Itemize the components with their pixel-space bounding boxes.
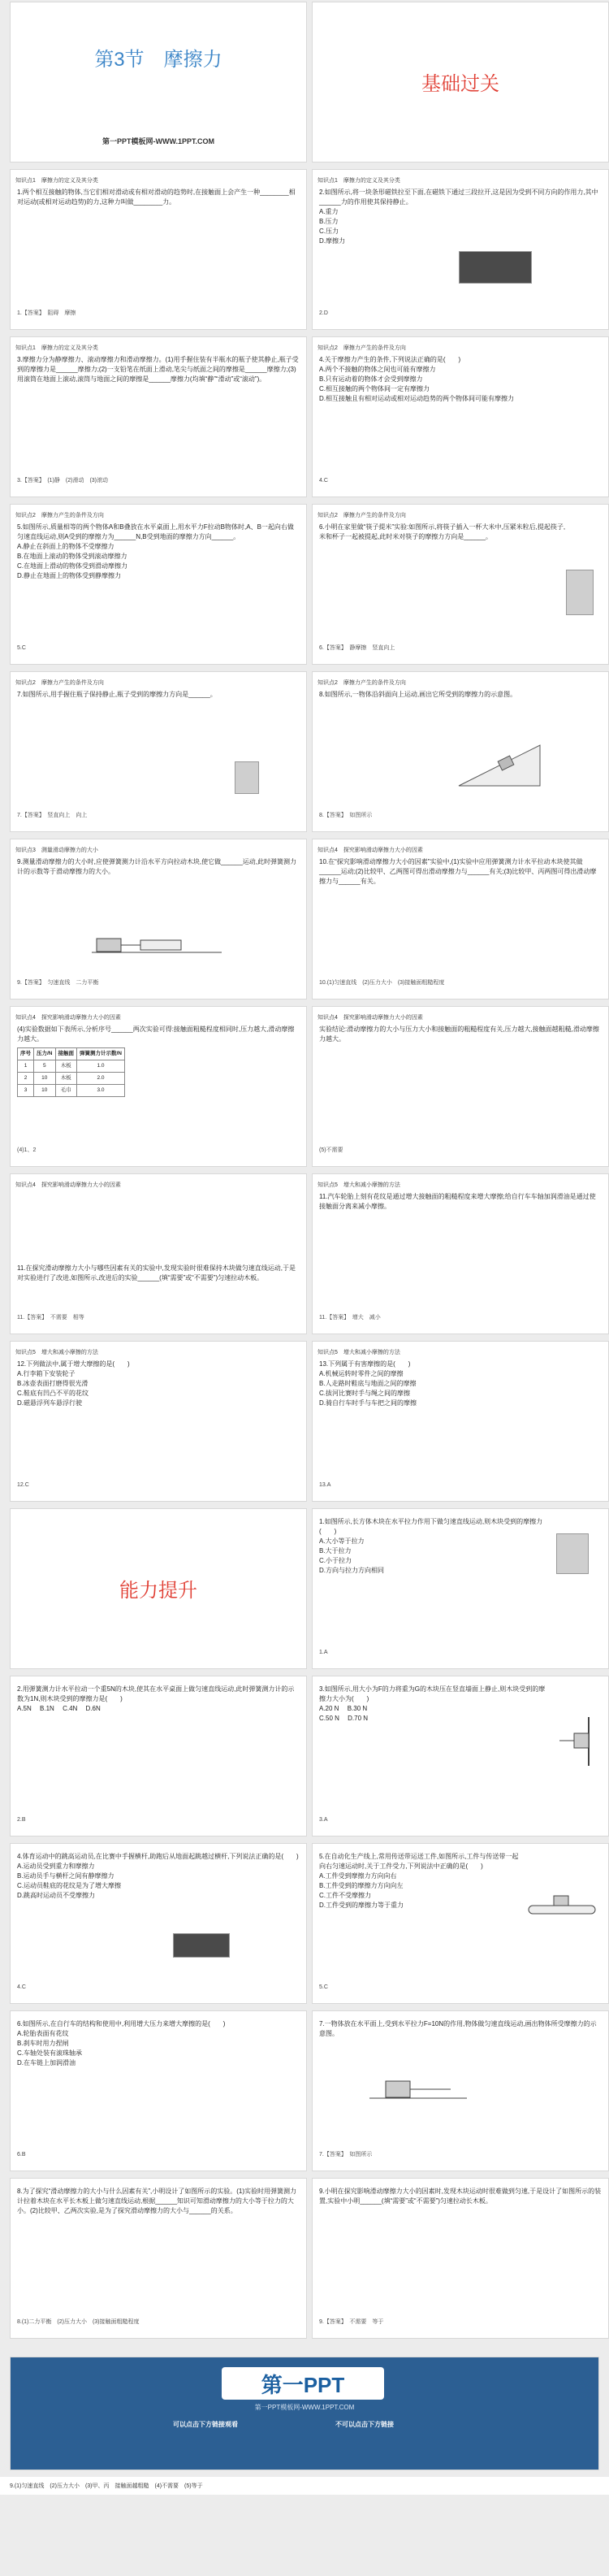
answer-text: 13.A <box>319 1482 331 1488</box>
slide-a7 <box>312 2010 609 2171</box>
table-row <box>18 1073 125 1085</box>
answer-text: 2.B <box>17 1817 26 1823</box>
slide-q10-table <box>10 1006 307 1167</box>
option-a: A.工件受到摩擦力方向向右 <box>319 1872 397 1880</box>
slide-a3 <box>312 1676 609 1837</box>
kp-label: 知识点3 测量滑动摩擦力的大小 <box>15 848 98 853</box>
question-text <box>319 1517 559 1576</box>
cover-subtitle: 第一PPT模板网-WWW.1PPT.COM <box>102 137 214 145</box>
table-header: 序号 <box>18 1048 34 1060</box>
option-c: C.相互接触的两个物体间一定有摩擦力 <box>319 385 430 392</box>
slide-q13 <box>312 1341 609 1502</box>
question-text <box>17 1025 300 1097</box>
knowledge-point-header <box>317 1013 423 1022</box>
question-text <box>319 188 602 246</box>
slide-q11b <box>312 1173 609 1334</box>
table-header: 接触面 <box>55 1048 77 1060</box>
slide-q1 <box>10 169 307 330</box>
incline-figure <box>451 729 548 794</box>
cover-title: 第3节 摩擦力 <box>94 49 222 71</box>
option-c: C.鞋底有凹凸不平的花纹 <box>17 1390 89 1397</box>
question-stem: 12.下列做法中,属于增大摩擦的是( ) <box>17 1360 130 1368</box>
wall-block-figure <box>556 1717 597 1766</box>
slide-a5 <box>312 1843 609 2004</box>
banner-right-heading: 不可以点击下方链接 <box>335 2421 394 2428</box>
kp-label: 知识点1 摩擦力的定义及其分类 <box>317 178 400 184</box>
answer-text: 3.A <box>319 1817 328 1823</box>
kp-label: 知识点5 增大和减小摩擦的方法 <box>317 1182 400 1188</box>
option-d: D.磁悬浮列车悬浮行驶 <box>17 1399 82 1407</box>
question-text: 1.两个相互接触的物体,当它们相对滑动或有相对滑动的趋势时,在接触面上会产生一种________相对运动(或相对运动趋势)的力,这种力叫做________力。 <box>17 189 296 206</box>
ppt-logo[interactable]: 第一PPT <box>222 2367 384 2400</box>
slide-q3 <box>10 336 307 497</box>
question-stem: 4.关于摩擦力产生的条件,下列说法正确的是( ) <box>319 356 461 363</box>
answer-text: (5)不需要 <box>319 1147 343 1153</box>
option-c: C.4N <box>63 1705 78 1712</box>
slide-a2 <box>10 1676 307 1837</box>
option-d: D.相互接触且有相对运动或相对运动趋势的两个物体间可能有摩擦力 <box>319 395 514 402</box>
option-c: C.车轴处装有滚珠轴承 <box>17 2049 82 2057</box>
question-stem: 13.下列属于有害摩擦的是( ) <box>319 1360 411 1368</box>
slide-q10 <box>312 839 609 1000</box>
option-d: D.70 N <box>348 1715 369 1722</box>
question-text <box>319 1852 519 1910</box>
question-stem: 2.如图所示,将一块条形磁铁拉至下面,在磁铁下通过三段拉开,这是因为受到不同方向的作用力,其中______力的作用使其保持静止。 <box>319 189 598 206</box>
kp-label: 知识点4 探究影响滑动摩擦力大小的因素 <box>317 848 423 853</box>
option-b: B.压力 <box>319 218 339 225</box>
option-a: A.5N <box>17 1705 32 1712</box>
answer-text: 10.(1)匀速直线 (2)压力大小 (3)接触面粗糙程度 <box>319 980 445 986</box>
cover-slide <box>10 2 307 163</box>
answer-text: 11.【答案】 增大 减小 <box>319 1315 381 1321</box>
answer-text: (4)1、2 <box>17 1147 37 1153</box>
table-cell: 10 <box>34 1085 56 1097</box>
answer-text: 12.C <box>17 1482 29 1488</box>
option-a: A.运动员受到重力和摩擦力 <box>17 1863 95 1870</box>
slide-q12 <box>10 1341 307 1502</box>
kp-label: 知识点2 摩擦力产生的条件及方向 <box>317 680 406 686</box>
section-slide-advanced <box>10 1508 307 1669</box>
knowledge-point-header <box>317 678 406 687</box>
slide-q10-conclusion <box>312 1006 609 1167</box>
option-a: A.静止在斜面上的物体不受摩擦力 <box>17 543 114 550</box>
banner-left-column <box>173 2421 238 2429</box>
question-text: 8.为了探究“滑动摩擦力的大小与什么因素有关”,小明设计了如图所示的实验。(1)实验时用弹簧测力计拉着木块在水平长木板上做匀速直线运动,根据______知识可知滑动摩擦力的大小等于拉力的大小。(2)比较甲、乙两次实验,是为了探究滑动摩擦力的大小与______的关系。 <box>17 2188 296 2214</box>
kp-label: 知识点2 摩擦力产生的条件及方向 <box>15 513 104 518</box>
hand-bottle-figure <box>235 761 259 794</box>
answer-text: 1.A <box>319 1650 328 1655</box>
option-d: D.摩擦力 <box>319 237 345 245</box>
answer-text: 7.【答案】 如图所示 <box>319 2152 373 2158</box>
knowledge-point-header <box>15 343 98 353</box>
kp-label: 知识点5 增大和减小摩擦的方法 <box>317 1350 400 1355</box>
answer-text: 4.C <box>17 1984 26 1990</box>
answer-text: 9.【答案】 匀速直线 二力平衡 <box>17 980 99 986</box>
section-title-basic: 基础过关 <box>421 73 499 95</box>
question-stem: 5.如图所示,质量相等的两个物体A和B叠放在水平桌面上,用水平力F拉动B物体时,A、B一起向右做匀速直线运动,则A受到的摩擦力为______N,B受到地面的摩擦力方向______。 <box>17 523 294 540</box>
option-c: C.在地面上滑动的物体受到滑动摩擦力 <box>17 562 127 570</box>
kp-label: 知识点1 摩擦力的定义及其分类 <box>15 345 98 351</box>
kp-label: 知识点4 探究影响滑动摩擦力大小的因素 <box>317 1015 423 1021</box>
bottom-answer-bar: 9.(1)匀速直线 (2)压力大小 (3)甲、丙 接触面越粗糙 (4)不需要 (5)等于 <box>0 2477 609 2495</box>
question-text: 6.小明在家里做“筷子提米”实验:如图所示,将筷子插入一杯大米中,压紧米粒后,提起筷子,米和杯子一起被提起,此时米对筷子的摩擦力方向是______。 <box>319 523 566 540</box>
option-b: B.大于拉力 <box>319 1547 352 1555</box>
knowledge-point-header <box>15 1347 98 1357</box>
kp-label: 知识点1 摩擦力的定义及其分类 <box>15 178 98 184</box>
banner-site-text: 第一PPT模板网-WWW.1PPT.COM <box>254 2404 355 2411</box>
question-text: 11.汽车轮胎上刻有花纹是通过增大接触面的粗糙程度来增大摩擦;给自行车车轴加润滑油是通过使接触面分离来减小摩擦。 <box>319 1193 596 1210</box>
option-d: D.在车链上加润滑油 <box>17 2059 76 2066</box>
slide-q7 <box>10 671 307 832</box>
knowledge-point-header <box>15 1180 121 1190</box>
option-d: D.方向与拉力方向相同 <box>319 1567 384 1574</box>
table-cell: 2 <box>18 1073 34 1085</box>
banner-left-heading: 可以点击下方链接观看 <box>173 2421 238 2428</box>
question-text <box>319 1360 602 1408</box>
promo-banner <box>10 2357 599 2470</box>
question-text <box>17 1685 300 1714</box>
table-header-row <box>18 1048 125 1060</box>
option-b: B.工件受到的摩擦力方向向左 <box>319 1882 404 1889</box>
answer-text: 6.【答案】 静摩擦 竖直向上 <box>319 645 395 651</box>
block-force-figure <box>369 2076 467 2109</box>
question-stem: 2.用弹簧测力计水平拉动一个重5N的木块,使其在水平桌面上做匀速直线运动,此时弹簧测力计的示数为1N,则木块受到的摩擦力是( ) <box>17 1685 295 1702</box>
option-a: A.行李箱下安装轮子 <box>17 1370 76 1377</box>
answer-text: 3.【答案】 (1)静 (2)滑动 (3)滚动 <box>17 478 109 484</box>
section-title-advanced: 能力提升 <box>119 1580 197 1602</box>
option-b: B.刹车时用力捏闸 <box>17 2040 69 2047</box>
option-b: B.只有运动着的物体才会受到摩擦力 <box>319 375 423 383</box>
table-cell: 1.0 <box>77 1060 125 1073</box>
spring-scale-figure <box>92 924 222 956</box>
table-cell: 10 <box>34 1073 56 1085</box>
answer-text: 8.(1)二力平衡 (2)压力大小 (3)接触面粗糙程度 <box>17 2319 140 2325</box>
conveyor-figure <box>525 1893 598 1925</box>
answer-text: 2.D <box>319 310 328 316</box>
question-text: 8.如图所示,一物体沿斜面向上运动,画出它所受到的摩擦力的示意图。 <box>319 691 517 698</box>
option-a: A.重力 <box>319 208 339 215</box>
option-d: D.跳高时运动员不受摩擦力 <box>17 1892 95 1899</box>
data-table <box>17 1047 125 1097</box>
knowledge-point-header <box>15 678 104 687</box>
table-cell: 木板 <box>55 1073 77 1085</box>
knowledge-point-header <box>317 343 406 353</box>
question-stem: 1.如图所示,长方体木块在水平拉力作用下做匀速直线运动,则木块受到的摩擦力( ) <box>319 1518 543 1535</box>
option-a: A.机械运转时零件之间的摩擦 <box>319 1370 404 1377</box>
slide-a4 <box>10 1843 307 2004</box>
question-text: 9.测量滑动摩擦力的大小时,应使弹簧测力计沿水平方向拉动木块,使它做______运动,此时弹簧测力计的示数等于滑动摩擦力的大小。 <box>17 858 297 875</box>
answer-text: 5.C <box>17 645 26 651</box>
question-stem: 5.在自动化生产线上,常用传送带运送工件,如图所示,工件与传送带一起向右匀速运动时,关于工件受力,下列说法中正确的是( ) <box>319 1853 519 1870</box>
kp-label: 知识点4 探究影响滑动摩擦力大小的因素 <box>15 1015 121 1021</box>
chopsticks-figure <box>566 570 594 615</box>
banner-right-column <box>335 2421 394 2429</box>
knowledge-point-header <box>317 176 400 185</box>
option-a: A.大小等于拉力 <box>319 1537 365 1545</box>
table-row <box>18 1060 125 1073</box>
option-b: B.运动员手与横杆之间有静摩擦力 <box>17 1872 114 1880</box>
slide-a6 <box>10 2010 307 2171</box>
question-stem: 6.如图所示,在自行车的结构和使用中,利用增大压力来增大摩擦的是( ) <box>17 2020 226 2027</box>
question-text <box>319 355 602 404</box>
option-b: B.冰壶表面打磨得很光滑 <box>17 1380 89 1387</box>
option-b: B.人走路时鞋底与地面之间的摩擦 <box>319 1380 417 1387</box>
slide-q4 <box>312 336 609 497</box>
kp-label: 知识点4 探究影响滑动摩擦力大小的因素 <box>15 1182 121 1188</box>
question-text: 10.在“探究影响滑动摩擦力大小的因素”实验中,(1)实验中应用弹簧测力计水平拉动木块使其做______运动;(2)比较甲、乙两图可得出滑动摩擦力与______有关;(3)比较甲、丙两图可得出滑动摩擦力与______有关。 <box>319 858 597 885</box>
slide-a8 <box>10 2178 307 2339</box>
knowledge-point-header <box>15 845 98 855</box>
kp-label: 知识点2 摩擦力产生的条件及方向 <box>15 680 104 686</box>
knowledge-point-header <box>317 845 423 855</box>
knowledge-point-header <box>317 1347 400 1357</box>
option-c: C.压力 <box>319 228 339 235</box>
kp-label: 知识点5 增大和减小摩擦的方法 <box>15 1350 98 1355</box>
slide-q5 <box>10 504 307 665</box>
knowledge-point-header <box>15 1013 121 1022</box>
question-text: 9.小明在探究影响滑动摩擦力大小的因素时,发现木块运动时很难做到匀速,于是设计了如图所示的装置,实验中小明______(填“需要”或“不需要”)匀速拉动长木板。 <box>319 2188 602 2205</box>
section-slide-basic <box>312 2 609 163</box>
option-d: D.工件受到的摩擦力等于重力 <box>319 1902 404 1909</box>
magnet-figure <box>459 251 532 284</box>
question-text: 7.一物体放在水平面上,受到水平拉力F=10N的作用,物体做匀速直线运动,画出物体所受摩擦力的示意图。 <box>319 2020 597 2037</box>
kp-label: 知识点2 摩擦力产生的条件及方向 <box>317 513 406 518</box>
question-text <box>17 523 300 581</box>
question-stem: (4)实验数据如下表所示,分析序号______两次实验可得:接触面粗糙程度相同时,压力越大,滑动摩擦力越大。 <box>17 1026 295 1043</box>
question-text: 实验结论:滑动摩擦力的大小与压力大小和接触面的粗糙程度有关,压力越大,接触面越粗糙,滑动摩擦力越大。 <box>319 1026 599 1043</box>
option-a: A.两个不接触的物体之间也可能有摩擦力 <box>319 366 436 373</box>
table-cell: 5 <box>34 1060 56 1073</box>
question-text <box>17 2019 300 2068</box>
table-cell: 木板 <box>55 1060 77 1073</box>
option-c: C.运动员鞋底的花纹是为了增大摩擦 <box>17 1882 121 1889</box>
question-stem: 3.如图所示,用大小为F的力将重为G的木块压在竖直墙面上静止,则木块受到的摩擦力大小为( ) <box>319 1685 546 1702</box>
option-a: A.轮胎表面有花纹 <box>17 2030 69 2037</box>
slide-q8 <box>312 671 609 832</box>
table-cell: 3.0 <box>77 1085 125 1097</box>
answer-text: 1.【答案】 阻碍 摩擦 <box>17 310 76 316</box>
option-b: B.30 N <box>347 1705 368 1712</box>
slide-a9 <box>312 2178 609 2339</box>
knowledge-point-header <box>317 1180 400 1190</box>
answer-text: 4.C <box>319 478 328 484</box>
table-cell: 毛巾 <box>55 1085 77 1097</box>
runner-figure <box>556 1533 589 1574</box>
table-cell: 3 <box>18 1085 34 1097</box>
knowledge-point-header <box>317 510 406 520</box>
table-cell: 2.0 <box>77 1073 125 1085</box>
knowledge-point-header <box>15 176 98 185</box>
slide-q2 <box>312 169 609 330</box>
table-cell: 1 <box>18 1060 34 1073</box>
option-b: B.1N <box>40 1705 54 1712</box>
option-d: D.骑自行车时手与车把之间的摩擦 <box>319 1399 417 1407</box>
question-text: 11.在探究滑动摩擦力大小与哪些因素有关的实验中,发现实验时很难保持木块做匀速直线运动,于是对实验进行了改进,如图所示,改进后的实验______(填“需要”或“不需要”)匀速拉动木板。 <box>17 1264 296 1281</box>
knowledge-point-header <box>15 510 104 520</box>
answer-text: 7.【答案】 竖直向上 向上 <box>17 813 88 818</box>
option-a: A.20 N <box>319 1705 339 1712</box>
option-c: C.拔河比赛时手与绳之间的摩擦 <box>319 1390 410 1397</box>
kp-label: 知识点2 摩擦力产生的条件及方向 <box>317 345 406 351</box>
slide-a1 <box>312 1508 609 1669</box>
slide-q11 <box>10 1173 307 1334</box>
answer-text: 5.C <box>319 1984 328 1990</box>
question-text <box>17 1852 300 1901</box>
jumper-figure <box>173 1933 230 1958</box>
option-d: D.6N <box>85 1705 101 1712</box>
question-stem: 4.体育运动中的跳高运动员,在比赛中手握横杆,助跑后从地面起跳越过横杆,下列说法正确的是( ) <box>17 1853 299 1860</box>
table-header: 弹簧测力计示数/N <box>77 1048 125 1060</box>
table-header: 压力/N <box>34 1048 56 1060</box>
question-text <box>17 1360 300 1408</box>
slide-q9 <box>10 839 307 1000</box>
question-text: 7.如图所示,用手握住瓶子保持静止,瓶子受到的摩擦力方向是______。 <box>17 691 217 698</box>
slide-q6 <box>312 504 609 665</box>
question-text: 3.摩擦力分为静摩擦力、滚动摩擦力和滑动摩擦力。(1)用手握住装有半瓶水的瓶子使其静止,瓶子受到的摩擦力是______摩擦力;(2)一支铅笔在纸面上滑动,笔尖与纸面之间的摩擦是______摩擦力;(3)用滚筒在地面上滚动,滚筒与地面之间的摩擦是______摩擦力(均填“静”“滑动”或“滚动”)。 <box>17 356 299 383</box>
answer-text: 6.B <box>17 2152 26 2158</box>
option-c: C.小于拉力 <box>319 1557 352 1564</box>
answer-text: 8.【答案】 如图所示 <box>319 813 373 818</box>
option-c: C.工件不受摩擦力 <box>319 1892 371 1899</box>
question-text <box>319 1685 551 1724</box>
option-c: C.50 N <box>319 1715 339 1722</box>
answer-text: 11.【答案】 不需要 相等 <box>17 1315 84 1321</box>
answer-text: 9.【答案】 不需要 等于 <box>319 2319 384 2325</box>
table-row <box>18 1085 125 1097</box>
option-b: B.在地面上滚动的物体受到滚动摩擦力 <box>17 553 127 560</box>
option-d: D.静止在地面上的物体受到静摩擦力 <box>17 572 121 579</box>
